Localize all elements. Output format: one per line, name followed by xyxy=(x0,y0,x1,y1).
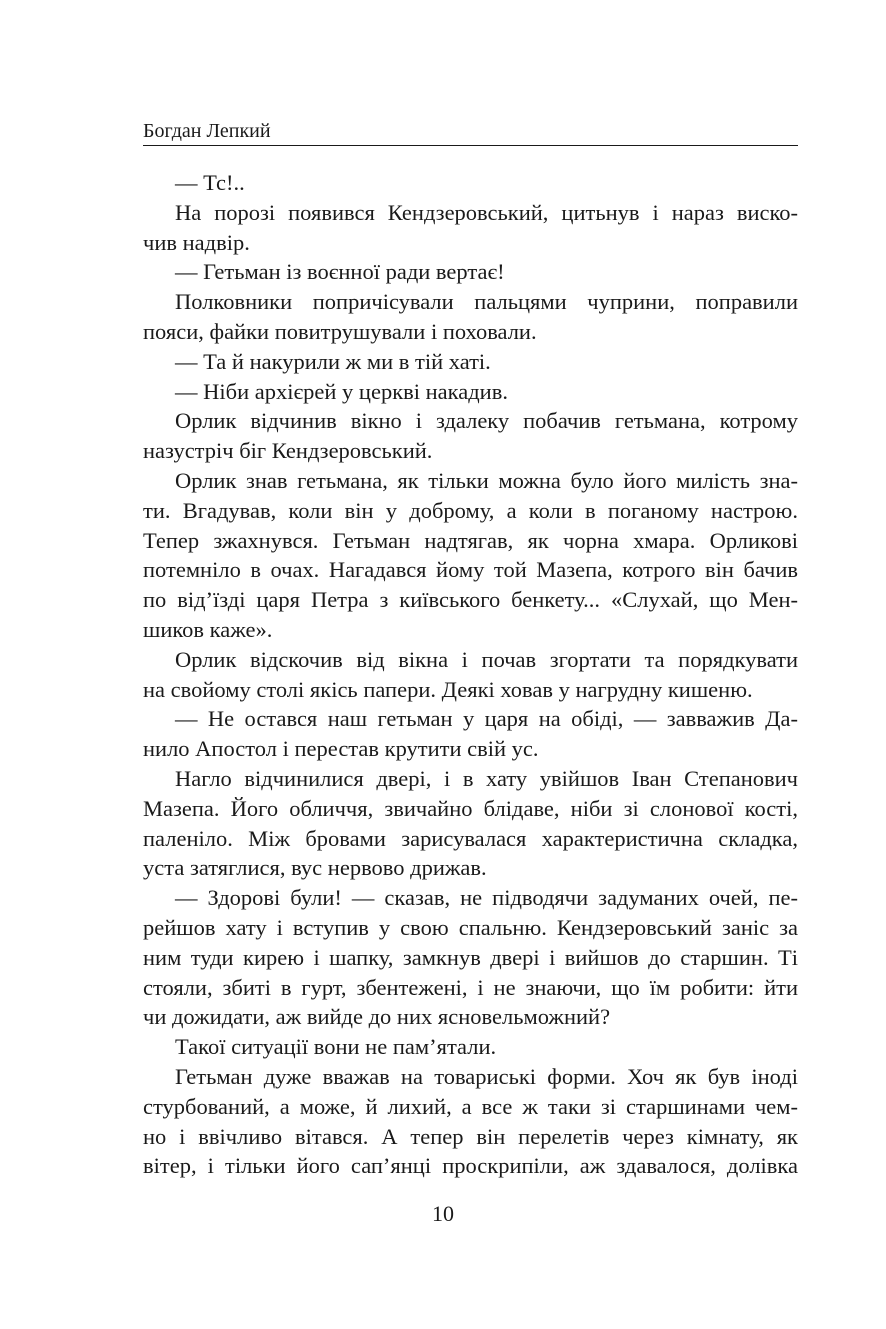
running-head-author: Богдан Лепкий xyxy=(143,120,271,142)
text-line: — Та й накурили ж ми в тій хаті. xyxy=(175,348,491,374)
text-line: Мазепа. Його обличчя, звичайно блідаве, ніби зі слонової кості, xyxy=(143,795,798,821)
paragraph xyxy=(143,287,798,347)
text-line: чи дожидати, аж вийде до них ясновельможний? xyxy=(143,1004,611,1030)
text-line: вітер, і тільки його сап’янці проскрипіли, аж здавалося, долівка xyxy=(143,1153,798,1179)
text-line: потемніло в очах. Нагадався йому той Мазепа, котрого він бачив xyxy=(143,557,798,583)
paragraph xyxy=(143,883,798,1032)
paragraph xyxy=(143,704,798,764)
text-line: назустріч біг Кендзеровський. xyxy=(143,438,433,464)
paragraph xyxy=(143,257,798,287)
text-line: — Здорові були! — сказав, не підводячи задуманих очей, пе- xyxy=(175,885,798,911)
text-line: Гетьман дуже вважав на товариські форми. Хоч як був іноді xyxy=(175,1063,798,1089)
paragraph xyxy=(143,1032,798,1062)
paragraph xyxy=(143,764,798,883)
text-line: На порозі появився Кендзеровський, цитьнув і нараз виско- xyxy=(175,199,798,225)
text-line: рейшов хату і вступив у свою спальню. Кендзеровський заніс за xyxy=(143,914,798,940)
paragraph xyxy=(143,347,798,377)
paragraph xyxy=(143,1062,798,1181)
text-line: шиков каже». xyxy=(143,616,273,642)
paragraph xyxy=(143,645,798,705)
text-line: стурбований, а може, й лихий, а все ж таки зі старшинами чем- xyxy=(143,1093,798,1119)
text-line: паленіло. Між бровами зарисувалася характеристична складка, xyxy=(143,825,798,851)
text-line: ним туди кирею і шапку, замкнув двері і вийшов до старшин. Ті xyxy=(143,944,798,970)
text-line: пояси, файки повитрушували і поховали. xyxy=(143,318,537,344)
text-line: уста затяглися, вус нервово дрижав. xyxy=(143,855,487,881)
paragraph xyxy=(143,198,798,258)
text-line: — Не остався наш гетьман у царя на обіді, — завважив Да- xyxy=(175,706,798,732)
text-line: Орлик знав гетьмана, як тільки можна було його милість зна- xyxy=(175,467,798,493)
text-line: — Тс!.. xyxy=(175,170,245,195)
text-line: — Гетьман із воєнної ради вертає! xyxy=(175,259,505,285)
text-line: но і ввічливо вітався. А тепер він перелетів через кімнату, як xyxy=(143,1123,798,1149)
text-line: Орлик відчинив вікно і здалеку побачив гетьмана, котрому xyxy=(175,408,798,434)
paragraph xyxy=(143,466,798,645)
body-text xyxy=(143,168,798,1181)
text-line: Нагло відчинилися двері, і в хату увійшов Іван Степанович xyxy=(175,765,798,791)
text-line: Орлик відскочив від вікна і почав згортати та порядкувати xyxy=(175,646,798,672)
text-line: Тепер зжахнувся. Гетьман надтягав, як чорна хмара. Орликові xyxy=(143,527,798,553)
paragraph xyxy=(143,377,798,407)
text-line: по від’їзді царя Петра з київського бенкету... «Слухай, що Мен- xyxy=(143,587,798,613)
text-line: чив надвір. xyxy=(143,229,250,255)
text-line: Такої ситуації вони не пам’ятали. xyxy=(175,1034,497,1060)
header-rule xyxy=(143,145,798,146)
paragraph xyxy=(143,406,798,466)
text-line: — Ніби архієрей у церкві накадив. xyxy=(175,378,508,404)
text-line: нило Апостол і перестав крутити свій ус. xyxy=(143,736,539,762)
text-line: на свойому столі якісь папери. Деякі ховав у нагрудну кишеню. xyxy=(143,676,753,702)
text-line: Полковники попричісували пальцями чуприни, поправили xyxy=(175,289,798,315)
text-line: ти. Вгадував, коли він у доброму, а коли в поганому настрою. xyxy=(143,497,798,523)
text-line: стояли, збиті в гурт, збентежені, і не знаючи, що їм робити: йти xyxy=(143,974,798,1000)
page-number: 10 xyxy=(432,1201,454,1226)
paragraph xyxy=(143,168,798,198)
